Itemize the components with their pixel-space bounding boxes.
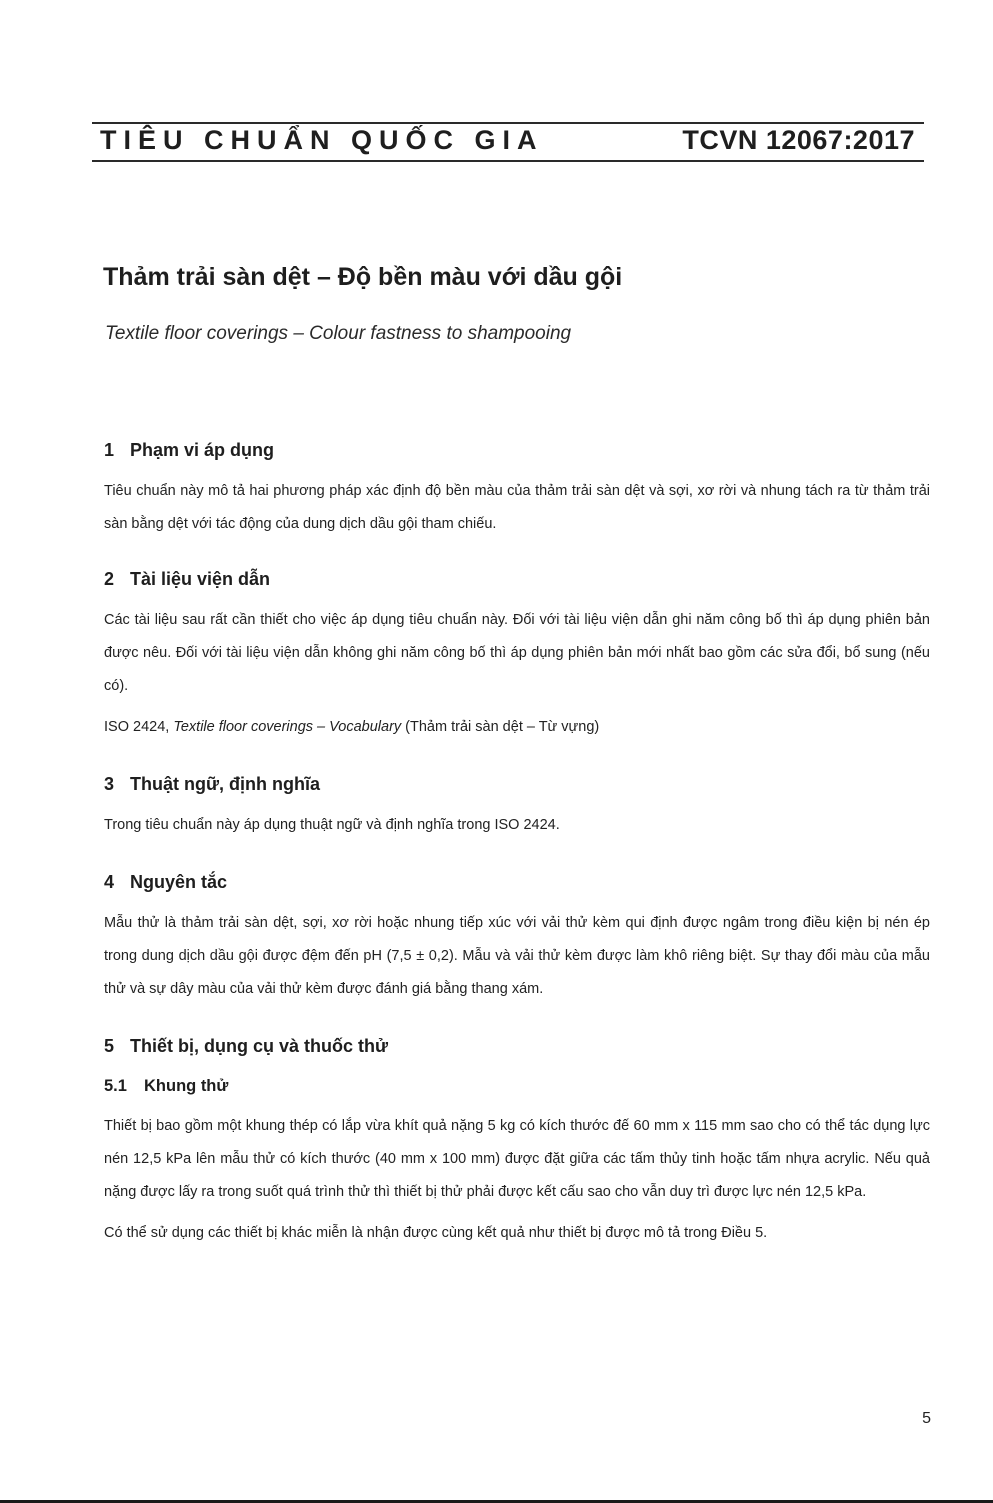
section-number: 5 (104, 1036, 115, 1056)
section-number: 4 (104, 872, 115, 892)
page-number: 5 (922, 1410, 931, 1427)
section-number: 1 (104, 440, 115, 460)
reference-translation: (Thảm trải sàn dệt – Từ vựng) (401, 719, 600, 735)
section-title: Nguyên tắc (130, 872, 228, 892)
document-title: Thảm trải sàn dệt – Độ bền màu với dầu gội (103, 263, 623, 291)
section-heading (104, 569, 930, 590)
section-title: Phạm vi áp dụng (130, 440, 275, 460)
standard-type-label: TIÊU CHUẨN QUỐC GIA (100, 125, 544, 155)
section-paragraph: Các tài liệu sau rất cần thiết cho việc áp dụng tiêu chuẩn này. Đối với tài liệu viện dẫn ghi năm công bố thì áp dụng phiên bản được nêu. Đối với tài liệu viện dẫn không ghi năm công bố thì áp dụng phiên bản mới nhất bao gồm các sửa đổi, bổ sung (nếu có). (104, 612, 930, 694)
document-subtitle: Textile floor coverings – Colour fastness to shampooing (105, 323, 572, 344)
section-heading (104, 1036, 930, 1057)
section-apparatus (104, 1036, 930, 1057)
section-title: Thiết bị, dụng cụ và thuốc thử (130, 1036, 389, 1056)
document-body (104, 440, 930, 1250)
section-number: 3 (104, 774, 115, 794)
reference-entry (104, 711, 930, 744)
section-heading (104, 440, 930, 461)
subsection-number: 5.1 (104, 1077, 127, 1095)
section-number: 2 (104, 569, 115, 589)
section-title: Thuật ngữ, định nghĩa (130, 774, 321, 794)
section-normative-references (104, 569, 930, 744)
section-terms-definitions (104, 774, 930, 842)
reference-title: Textile floor coverings – Vocabulary (173, 719, 402, 735)
subsection-heading (104, 1077, 930, 1096)
section-paragraph: Trong tiêu chuẩn này áp dụng thuật ngữ và định nghĩa trong ISO 2424. (104, 817, 560, 833)
header-top-rule (92, 122, 924, 124)
subsection-test-frame (104, 1077, 930, 1250)
section-paragraph: Thiết bị bao gồm một khung thép có lắp vừa khít quả nặng 5 kg có kích thước đế 60 mm x 115 mm sao cho có thể tác dụng lực nén 12,5 kPa lên mẫu thử có kích thước (40 mm x 100 mm) được đặt giữa các tấm thủy tinh hoặc tấm nhựa acrylic. Nếu quả nặng được lấy ra trong suốt quá trình thử thì thiết bị thử phải được kết cấu sao cho vẫn duy trì được lực nén 12,5 kPa. (104, 1118, 930, 1200)
header-bottom-rule (92, 160, 924, 162)
section-paragraph: Mẫu thử là thảm trải sàn dệt, sợi, xơ rời hoặc nhung tiếp xúc với vải thử kèm qui định được ngâm trong điều kiện bị nén ép trong dung dịch dầu gội được đệm đến pH (7,5 ± 0,2). Mẫu và vải thử kèm được làm khô riêng biệt. Sự thay đổi màu của mẫu thử và sự dây màu của vải thử kèm được đánh giá bằng thang xám. (104, 915, 930, 997)
section-scope (104, 440, 930, 541)
reference-code: ISO 2424, (104, 719, 174, 735)
subsection-title: Khung thử (144, 1077, 229, 1095)
section-paragraph: Có thể sử dụng các thiết bị khác miễn là nhận được cùng kết quả như thiết bị được mô tả trong Điều 5. (104, 1225, 768, 1241)
section-principle (104, 872, 930, 1006)
section-title: Tài liệu viện dẫn (130, 569, 271, 589)
standard-number: TCVN 12067:2017 (682, 125, 915, 155)
section-heading (104, 872, 930, 893)
section-paragraph: Tiêu chuẩn này mô tả hai phương pháp xác định độ bền màu của thảm trải sàn dệt và sợi, xơ rời và nhung tách ra từ thảm trải sàn bằng dệt với tác động của dung dịch dầu gội tham chiếu. (104, 483, 930, 532)
section-heading (104, 774, 930, 795)
